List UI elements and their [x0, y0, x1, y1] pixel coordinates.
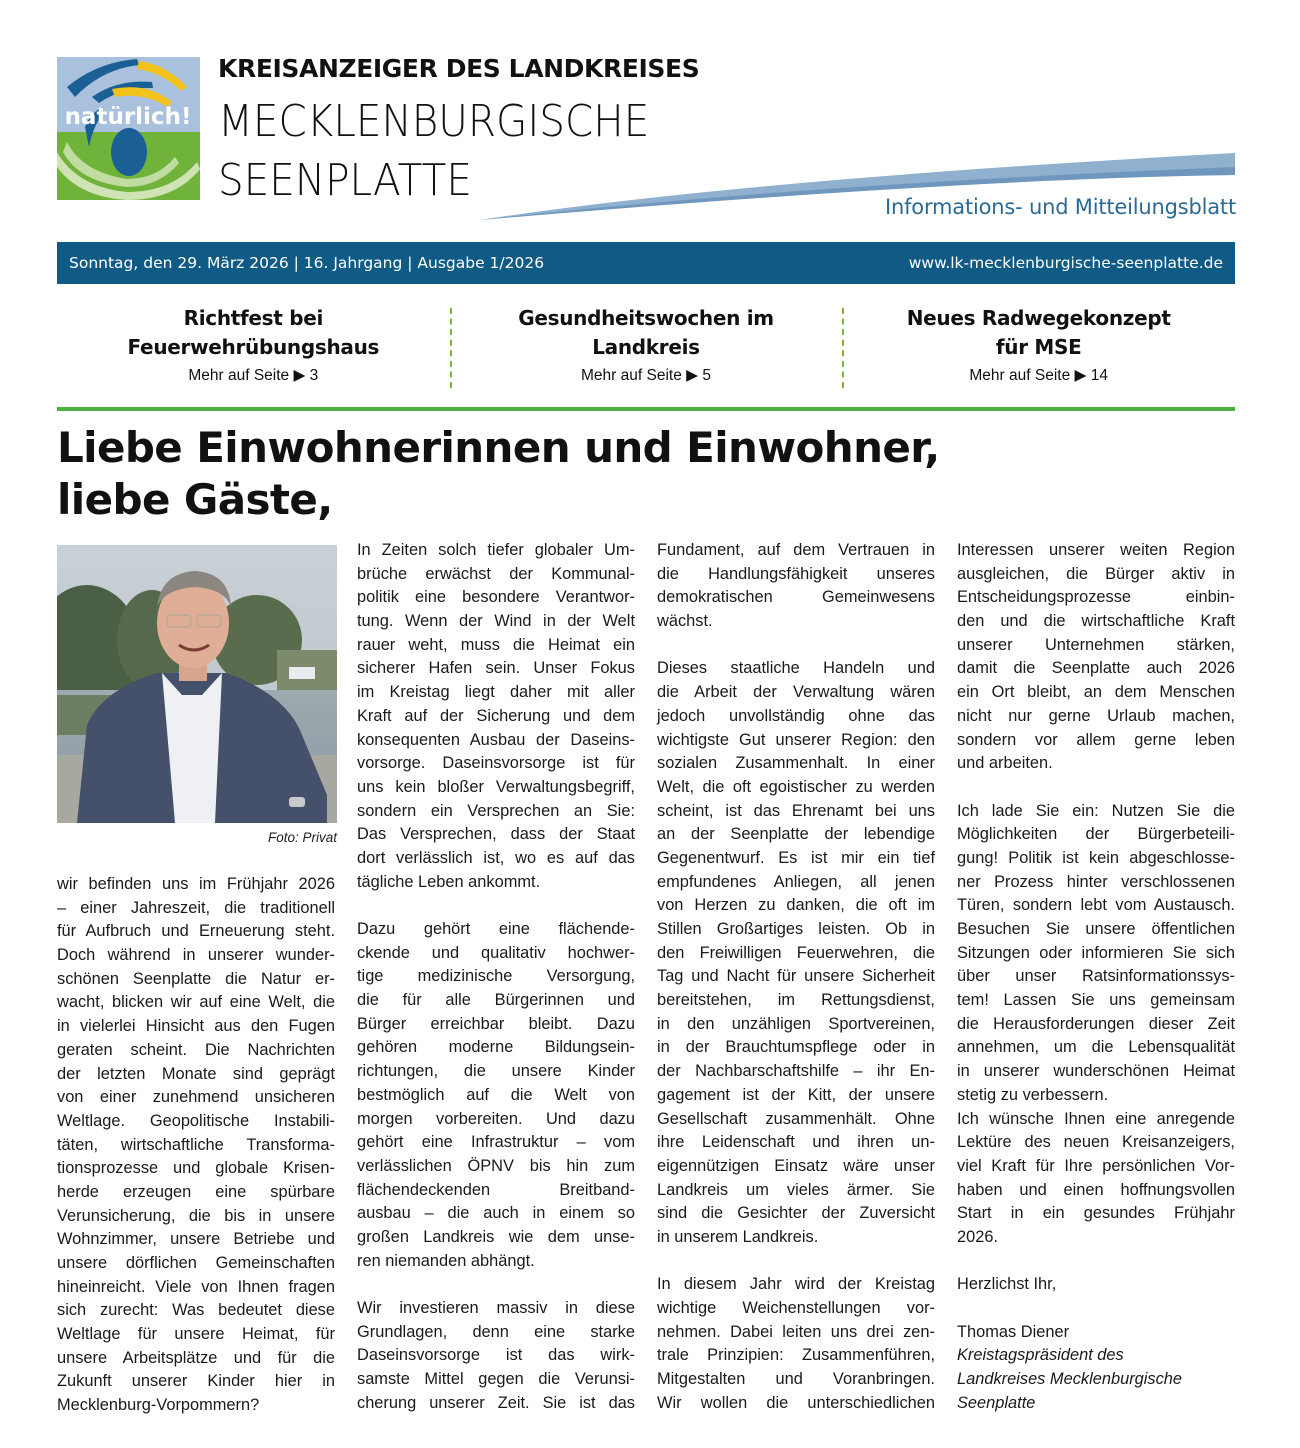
- paragraph-spacer: [657, 1250, 935, 1274]
- paragraph-line: schönen Seenplatte die Natur er-: [57, 969, 335, 988]
- paragraph-line: ausbau – die auch in einem so: [357, 1204, 635, 1223]
- paragraph-line: Landkreis um vieles ärmer. Sie: [657, 1180, 935, 1199]
- section-divider: [57, 407, 1235, 411]
- paragraph-line: die Handlungsfähigkeit unseres: [657, 564, 935, 583]
- paragraph-line: an der Seenplatte der lebendige: [657, 825, 935, 844]
- paragraph-line: wichtigste Gut unserer Region: den: [657, 730, 935, 749]
- article-column-4: [957, 539, 1235, 1415]
- natuerlich-logo: [57, 57, 200, 200]
- paragraph-line: morgen vorbereiten. Und dazu: [357, 1109, 635, 1128]
- paragraph-line: Start in ein gesundes Frühjahr: [957, 1204, 1235, 1223]
- paragraph-line: rauer weht, muss die Heimat ein: [357, 635, 635, 654]
- website-link[interactable]: www.lk-mecklenburgische-seenplatte.de: [908, 254, 1223, 272]
- paragraph-line: Das Versprechen, dass der Staat: [357, 825, 635, 844]
- paragraph-line: dort verlässlich ist, wo es auf das: [357, 848, 635, 867]
- paragraph-line: in unserem Landkreis.: [657, 1227, 819, 1246]
- teaser-page-link[interactable]: Mehr auf Seite ▶ 3: [188, 367, 319, 384]
- article-headline: Liebe Einwohnerinnen und Einwohner, liebe Gäste,: [57, 423, 940, 524]
- article-column-3: [657, 539, 935, 1415]
- paragraph-line: ausgleichen, die Bürger aktiv in: [957, 564, 1235, 583]
- paragraph-line: annehmen, um die Lebensqualität: [957, 1038, 1235, 1057]
- paragraph-line: bereitstehen, im Rettungsdienst,: [657, 991, 935, 1010]
- paragraph-line: der Nachbarschaftshilfe – ihr En-: [657, 1062, 935, 1081]
- paragraph-line: Doch während in unserer wunder-: [57, 946, 335, 965]
- paragraph-line: gung! Politik ist kein abgeschlosse-: [957, 848, 1235, 867]
- paragraph-line: täten, wirtschaftliche Transforma-: [57, 1135, 335, 1154]
- paragraph-line: und arbeiten.: [957, 754, 1053, 773]
- paragraph-line: in der Brauchtumspflege oder in: [657, 1038, 935, 1057]
- paragraph-spacer: [957, 776, 1235, 800]
- paragraph-line: empfundenes Anliegen, all jenen: [657, 872, 935, 891]
- paragraph-line: Zukunft unserer Kinder hier in: [57, 1372, 335, 1391]
- paragraph-line: wacht, blicken wir auf eine Welt, die: [57, 993, 335, 1012]
- article-column-2: [357, 539, 635, 1415]
- paragraph-line: Weltlage für unsere Heimat, für: [57, 1325, 335, 1344]
- article-column-1: [57, 873, 335, 1418]
- paragraph-spacer: [657, 634, 935, 658]
- paragraph-line: herde erzeugen eine spürbare: [57, 1182, 335, 1201]
- paragraph-line: jedoch unvollständig ohne das: [657, 706, 935, 725]
- paragraph-line: unsere Arbeitsplätze und für die: [57, 1348, 335, 1367]
- signature-title-line: Kreistagspräsident des: [957, 1346, 1124, 1365]
- paragraph-line: 2026.: [957, 1227, 999, 1246]
- paragraph-line: Gesellschaft zusammenhält. Ohne: [657, 1109, 935, 1128]
- paragraph-line: Wir investieren massiv in diese: [357, 1299, 635, 1317]
- author-photo: [57, 545, 337, 823]
- paragraph-line: Ich wünsche Ihnen eine anregende: [957, 1109, 1235, 1128]
- signature-title-line: Seenplatte: [957, 1393, 1036, 1412]
- paragraph-line: Sitzungen oder informieren Sie sich: [957, 943, 1235, 962]
- paragraph-line: über unser Ratsinformationssys-: [957, 967, 1235, 986]
- paragraph-line: ihre Leidenschaft und ihren un-: [657, 1133, 935, 1152]
- paragraph-line: in unserer wunderschönen Heimat: [957, 1062, 1235, 1081]
- teaser-title: Gesundheitswochen im Landkreis: [518, 306, 774, 359]
- paragraph-line: scheint, ist das Ehrenamt bei uns: [657, 801, 935, 820]
- paragraph-line: Türen, sondern lebt vom Austausch.: [957, 896, 1235, 915]
- paragraph-line: Kraft auf der Sicherung und dem: [357, 706, 635, 725]
- paragraph-line: cherung unserer Zeit. Sie ist das: [357, 1393, 635, 1412]
- paragraph-line: Stillen Großartiges leisten. Ob in: [657, 920, 935, 938]
- paragraph-line: Mitgestalten und Voranbringen.: [657, 1370, 935, 1389]
- paragraph-line: Ich lade Sie ein: Nutzen Sie die: [957, 801, 1235, 820]
- paragraph-line: Fundament, auf dem Vertrauen in: [657, 541, 935, 559]
- paragraph-line: tem! Lassen Sie uns gemeinsam: [957, 991, 1235, 1010]
- paragraph-line: gehört eine Infrastruktur – vom: [357, 1133, 635, 1152]
- paragraph-line: Wir wollen die unterschiedlichen: [657, 1393, 935, 1412]
- paragraph-line: Verunsicherung, die bis in unsere: [57, 1206, 335, 1225]
- teaser-item[interactable]: [57, 304, 450, 390]
- paragraph-line: die Herausforderungen dieser Zeit: [957, 1014, 1235, 1033]
- paragraph-line: politik eine besondere Verantwor-: [357, 588, 635, 607]
- paragraph-line: uns kein bloßer Verwaltungsbegriff,: [357, 777, 635, 796]
- paragraph-line: stetig zu verbessern.: [957, 1085, 1109, 1104]
- paragraph-line: ner Prozess hinter verschlossenen: [957, 872, 1235, 891]
- paragraph-line: wir befinden uns im Frühjahr 2026: [57, 875, 335, 893]
- paragraph-line: Bürger erreichbar bleibt. Dazu: [357, 1014, 635, 1033]
- teaser-title: Richtfest bei Feuerwehrübungshaus: [127, 306, 380, 359]
- paragraph-line: Welt, die oft egoistischer zu werden: [657, 777, 935, 796]
- teaser-page-link[interactable]: Mehr auf Seite ▶ 14: [969, 367, 1108, 384]
- paragraph-line: In diesem Jahr wird der Kreistag: [657, 1275, 935, 1294]
- closing-greeting: Herzlichst Ihr,: [957, 1275, 1057, 1294]
- paragraph-line: im Kreistag liegt daher mit aller: [357, 683, 635, 702]
- paragraph-spacer: [357, 1273, 635, 1297]
- publication-kicker: KREISANZEIGER DES LANDKREISES: [218, 54, 700, 83]
- paragraph-line: eigennützigen Einsatz wäre unser: [657, 1156, 935, 1175]
- publication-title-line1: MECKLENBURGISCHE: [218, 96, 650, 147]
- paragraph-line: unserer Unternehmen stärken,: [957, 635, 1235, 654]
- paragraph-line: Grundlagen, denn eine starke: [357, 1322, 635, 1341]
- paragraph-line: Dieses staatliche Handeln und: [657, 659, 935, 678]
- signature-name: Thomas Diener: [957, 1322, 1070, 1341]
- paragraph-line: tägliche Leben ankommt.: [357, 872, 541, 891]
- paragraph-line: Wohnzimmer, unsere Betriebe und: [57, 1230, 335, 1249]
- paragraph-line: in vielerlei Hinsicht aus den Fugen: [57, 1017, 335, 1036]
- paragraph-line: der letzten Monate sind geprägt: [57, 1064, 335, 1083]
- paragraph-line: ren niemanden abhängt.: [357, 1251, 535, 1270]
- paragraph-line: trale Prinzipien: Zusammenführen,: [657, 1346, 935, 1365]
- paragraph-line: ckende und qualitativ hochwer-: [357, 943, 635, 962]
- paragraph-line: in den unzähligen Sportvereinen,: [657, 1014, 935, 1033]
- photo-caption: Foto: Privat: [267, 830, 337, 845]
- paragraph-line: samste Mittel gegen die Verunsi-: [357, 1370, 635, 1389]
- paragraph-line: Möglichkeiten der Bürgerbeteili-: [957, 825, 1235, 844]
- paragraph-line: Interessen unserer weiten Region: [957, 541, 1235, 559]
- logo-graphic: [57, 57, 200, 200]
- paragraph-line: ein Ort bleibt, an dem Menschen: [957, 683, 1235, 702]
- teaser-title: Neues Radwegekonzept für MSE: [906, 306, 1171, 359]
- paragraph-line: In Zeiten solch tiefer globaler Um-: [357, 541, 635, 559]
- paragraph-line: tung. Wenn der Wind in der Welt: [357, 612, 635, 631]
- paragraph-line: Gegenentwurf. Es ist mir ein tief: [657, 848, 935, 867]
- paragraph-line: sich zurecht: Was bedeutet diese: [57, 1301, 335, 1320]
- paragraph-line: wichtige Weichenstellungen vor-: [657, 1299, 935, 1317]
- paragraph-line: richtungen, die unsere Kinder: [357, 1062, 635, 1081]
- paragraph-line: nehmen. Dabei leiten uns drei zen-: [657, 1322, 935, 1341]
- paragraph-line: wächst.: [657, 612, 713, 631]
- paragraph-line: die für alle Bürgerinnen und: [357, 991, 635, 1010]
- paragraph-line: den und die wirtschaftliche Kraft: [957, 612, 1235, 631]
- teaser-item[interactable]: [450, 304, 843, 390]
- paragraph-line: tionsprozesse und globale Krisen-: [57, 1159, 335, 1178]
- publication-subtitle: Informations- und Mitteilungsblatt: [885, 195, 1236, 219]
- paragraph-line: unsere dörflichen Gemeinschaften: [57, 1254, 335, 1272]
- paragraph-line: großen Landkreis wie dem unse-: [357, 1227, 635, 1246]
- paragraph-line: hineinreicht. Viele von Ihnen fragen: [57, 1277, 335, 1296]
- paragraph-line: damit die Seenplatte auch 2026: [957, 659, 1235, 678]
- paragraph-line: Daseinsvorsorge ist das wirk-: [357, 1346, 635, 1365]
- paragraph-line: Dazu gehört eine flächende-: [357, 920, 635, 938]
- issue-info-bar: [57, 242, 1235, 284]
- teaser-item[interactable]: [842, 304, 1235, 390]
- paragraph-line: gagement ist der Kitt, der unsere: [657, 1085, 935, 1104]
- paragraph-line: Mecklenburg-Vorpommern?: [57, 1396, 260, 1415]
- paragraph-line: viel Kraft für Ihre persönlichen Vor-: [957, 1156, 1235, 1175]
- issue-info: Sonntag, den 29. März 2026 | 16. Jahrgang | Ausgabe 1/2026: [69, 254, 545, 272]
- paragraph-line: sind die Gesichter der Zuversicht: [657, 1204, 935, 1223]
- svg-text:natürlich!: natürlich!: [64, 104, 192, 130]
- paragraph-line: bestmöglich auf die Welt von: [357, 1085, 635, 1104]
- paragraph-line: – einer Jahreszeit, die traditionell: [57, 898, 335, 917]
- paragraph-line: sozialen Zusammenhalt. In einer: [657, 754, 935, 773]
- paragraph-line: Entscheidungsprozesse einbin-: [957, 588, 1235, 607]
- paragraph-line: nicht nur gerne Urlaub machen,: [957, 706, 1235, 725]
- paragraph-line: sicherer Hafen sein. Unser Fokus: [357, 659, 635, 678]
- portrait-image: [57, 545, 337, 823]
- paragraph-line: flächendeckenden Breitband-: [357, 1180, 635, 1199]
- paragraph-line: Besuchen Sie unsere öffentlichen: [957, 920, 1235, 938]
- paragraph-line: vorsorge. Daseinsvorsorge ist für: [357, 754, 635, 773]
- paragraph-line: demokratischen Gemeinwesens: [657, 588, 935, 607]
- paragraph-line: die Arbeit der Verwaltung wären: [657, 683, 935, 702]
- paragraph-line: von Herzen zu danken, die oft im: [657, 896, 935, 915]
- paragraph-line: brüche erwächst der Kommunal-: [357, 564, 635, 583]
- paragraph-line: tige medizinische Versorgung,: [357, 967, 635, 986]
- paragraph-line: verlässlichen ÖPNV bis hin zum: [357, 1156, 635, 1175]
- paragraph-line: sondern ein Versprechen an Sie:: [357, 801, 635, 820]
- paragraph-line: für Aufbruch und Erneuerung steht.: [57, 922, 335, 941]
- signature-title-line: Landkreises Mecklenburgische: [957, 1370, 1183, 1389]
- paragraph-line: konsequenten Ausbau der Daseins-: [357, 730, 635, 749]
- paragraph-line: von einer zunehmend unsicheren: [57, 1088, 335, 1107]
- paragraph-line: sondern vor allem gerne leben: [957, 730, 1235, 749]
- teaser-page-link[interactable]: Mehr auf Seite ▶ 5: [581, 367, 711, 384]
- paragraph-line: Weltlage. Geopolitische Instabili-: [57, 1111, 335, 1130]
- paragraph-line: Lektüre des neuen Kreisanzeigers,: [957, 1133, 1235, 1152]
- paragraph-spacer: [957, 1250, 1235, 1274]
- paragraph-line: haben und einen hoffnungsvollen: [957, 1180, 1235, 1199]
- teaser-row: [57, 304, 1235, 390]
- paragraph-line: Tag und Nacht für unsere Sicherheit: [657, 967, 935, 986]
- publication-title-line2: SEENPLATTE: [218, 155, 472, 206]
- paragraph-line: gehören moderne Bildungsein-: [357, 1038, 635, 1057]
- paragraph-line: den Freiwilligen Feuerwehren, die: [657, 943, 935, 962]
- paragraph-spacer: [357, 894, 635, 918]
- paragraph-spacer: [957, 1297, 1235, 1321]
- paragraph-line: geraten scheint. Die Nachrichten: [57, 1040, 335, 1059]
